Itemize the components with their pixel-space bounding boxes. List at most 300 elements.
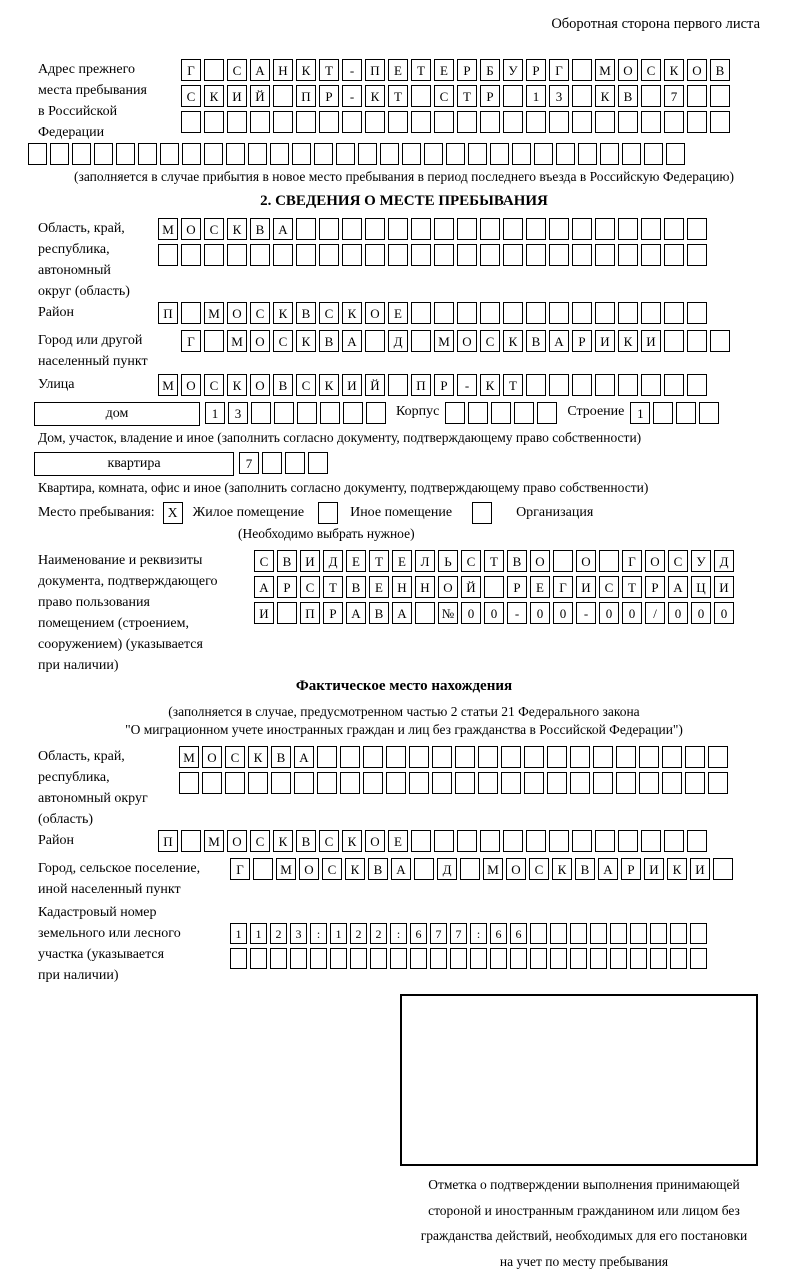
checkbox-organization[interactable] bbox=[472, 502, 492, 524]
char-cell: Н bbox=[273, 59, 293, 81]
char-cell: В bbox=[526, 330, 546, 352]
char-cell bbox=[710, 85, 730, 107]
char-cell bbox=[314, 143, 333, 165]
char-cell bbox=[641, 244, 661, 266]
char-cell: А bbox=[598, 858, 618, 880]
char-cell: С bbox=[434, 85, 454, 107]
char-cell: О bbox=[457, 330, 477, 352]
prev-address-label bbox=[38, 59, 181, 143]
char-cell bbox=[572, 374, 592, 396]
char-cell: И bbox=[714, 576, 734, 598]
char-cell: П bbox=[411, 374, 431, 396]
char-cell bbox=[296, 218, 316, 240]
text-line: республика, bbox=[38, 242, 110, 257]
house-caption: Дом, участок, владение и иное (заполнить согласно документу, подтверждающему право собственности) bbox=[38, 430, 642, 445]
char-cell bbox=[434, 244, 454, 266]
char-cell bbox=[595, 302, 615, 324]
text-line: республика, bbox=[38, 770, 110, 786]
char-cell bbox=[424, 143, 443, 165]
cadastral-row-2 bbox=[230, 948, 707, 969]
char-cell bbox=[342, 111, 362, 133]
char-cell: 7 bbox=[450, 923, 467, 944]
apartment-block bbox=[38, 452, 770, 478]
char-cell bbox=[590, 948, 607, 969]
char-cell bbox=[501, 772, 521, 794]
char-cell: В bbox=[575, 858, 595, 880]
char-cell bbox=[503, 111, 523, 133]
char-cell bbox=[434, 218, 454, 240]
char-cell: В bbox=[618, 85, 638, 107]
char-cell bbox=[600, 143, 619, 165]
text-line: (заполняется в случае, предусмотренном частью 2 статьи 21 Федерального закона bbox=[168, 704, 640, 719]
char-cell bbox=[503, 218, 523, 240]
char-cell bbox=[572, 85, 592, 107]
char-cell: А bbox=[549, 330, 569, 352]
char-cell: К bbox=[480, 374, 500, 396]
char-cell bbox=[618, 244, 638, 266]
char-cell: П bbox=[365, 59, 385, 81]
char-cell: 7 bbox=[430, 923, 447, 944]
text-line: Город или другой bbox=[38, 333, 143, 348]
char-cell bbox=[415, 602, 435, 624]
char-cell bbox=[616, 746, 636, 768]
char-cell: Н bbox=[392, 576, 412, 598]
char-cell: В bbox=[277, 550, 297, 572]
char-cell bbox=[550, 948, 567, 969]
text-line: "О миграционном учете иностранных граждан и лиц без гражданства в Российской Федерации") bbox=[125, 721, 683, 737]
char-cell bbox=[480, 111, 500, 133]
char-cell bbox=[430, 948, 447, 969]
char-cell bbox=[409, 772, 429, 794]
char-cell bbox=[204, 111, 224, 133]
char-cell bbox=[317, 772, 337, 794]
char-cell bbox=[411, 302, 431, 324]
char-cell bbox=[411, 330, 431, 352]
char-cell: О bbox=[438, 576, 458, 598]
char-cell: Е bbox=[346, 550, 366, 572]
char-cell: Т bbox=[484, 550, 504, 572]
char-cell bbox=[271, 772, 291, 794]
prev-address-row-4 bbox=[28, 143, 770, 165]
char-cell: О bbox=[506, 858, 526, 880]
char-cell: А bbox=[273, 218, 293, 240]
char-cell: 1 bbox=[630, 402, 650, 424]
char-cell: М bbox=[227, 330, 247, 352]
char-cell: У bbox=[503, 59, 523, 81]
char-cell bbox=[116, 143, 135, 165]
text-line: Кадастровый номер bbox=[38, 905, 157, 921]
char-cell bbox=[432, 772, 452, 794]
char-cell: И bbox=[227, 85, 247, 107]
text-line: при наличии) bbox=[38, 658, 119, 673]
char-cell: Г bbox=[549, 59, 569, 81]
text-line: округ (область) bbox=[38, 284, 130, 299]
char-cell: В bbox=[319, 330, 339, 352]
char-cell bbox=[330, 948, 347, 969]
char-cell bbox=[468, 143, 487, 165]
char-cell bbox=[526, 302, 546, 324]
char-cell: С bbox=[480, 330, 500, 352]
char-cell bbox=[446, 143, 465, 165]
checkbox-other-premises[interactable] bbox=[318, 502, 338, 524]
char-cell bbox=[664, 830, 684, 852]
char-cell bbox=[363, 772, 383, 794]
char-cell bbox=[434, 111, 454, 133]
char-cell: П bbox=[296, 85, 316, 107]
char-cell: Р bbox=[323, 602, 343, 624]
street-block bbox=[38, 374, 770, 400]
stay-type-row bbox=[38, 502, 770, 524]
char-cell bbox=[641, 111, 661, 133]
fact-city-block bbox=[38, 858, 770, 900]
char-cell bbox=[572, 302, 592, 324]
char-cell bbox=[414, 858, 434, 880]
char-cell: С bbox=[322, 858, 342, 880]
char-cell: О bbox=[365, 830, 385, 852]
document-row-3 bbox=[254, 602, 734, 624]
char-cell: В bbox=[273, 374, 293, 396]
char-cell: 0 bbox=[530, 602, 550, 624]
char-cell: О bbox=[576, 550, 596, 572]
char-cell bbox=[480, 302, 500, 324]
char-cell: Т bbox=[323, 576, 343, 598]
option-residential-label: Жилое помещение bbox=[192, 505, 305, 520]
stroenie-label: Строение bbox=[567, 404, 625, 419]
char-cell bbox=[572, 218, 592, 240]
char-cell: А bbox=[346, 602, 366, 624]
char-cell bbox=[595, 218, 615, 240]
char-cell: 0 bbox=[622, 602, 642, 624]
char-cell: С bbox=[204, 374, 224, 396]
char-cell: 3 bbox=[228, 402, 248, 424]
char-cell bbox=[363, 746, 383, 768]
char-cell: А bbox=[342, 330, 362, 352]
char-cell: В bbox=[296, 830, 316, 852]
char-cell bbox=[664, 111, 684, 133]
char-cell bbox=[670, 923, 687, 944]
char-cell: К bbox=[365, 85, 385, 107]
fact-region-block bbox=[38, 746, 770, 830]
char-cell: 1 bbox=[330, 923, 347, 944]
char-cell: В bbox=[296, 302, 316, 324]
char-cell: 0 bbox=[461, 602, 481, 624]
city-label bbox=[38, 330, 181, 372]
corner-note: Оборотная сторона первого листа bbox=[551, 16, 760, 32]
char-cell bbox=[622, 143, 641, 165]
cadastral-block bbox=[38, 902, 770, 986]
char-cell: У bbox=[691, 550, 711, 572]
char-cell: В bbox=[369, 602, 389, 624]
char-cell: № bbox=[438, 602, 458, 624]
char-cell bbox=[687, 85, 707, 107]
text-line: сооружением) (указывается bbox=[38, 637, 203, 652]
text-line: Федерации bbox=[38, 125, 105, 140]
char-cell: В bbox=[346, 576, 366, 598]
char-cell bbox=[526, 111, 546, 133]
char-cell bbox=[411, 244, 431, 266]
char-cell: И bbox=[254, 602, 274, 624]
char-cell bbox=[710, 330, 730, 352]
prev-address-row-3 bbox=[181, 111, 730, 133]
char-cell: В bbox=[507, 550, 527, 572]
fact-note bbox=[38, 703, 770, 738]
char-cell: 0 bbox=[714, 602, 734, 624]
district-label: Район bbox=[38, 305, 74, 320]
char-cell bbox=[296, 111, 316, 133]
char-cell bbox=[248, 143, 267, 165]
char-cell: К bbox=[296, 59, 316, 81]
char-cell bbox=[319, 244, 339, 266]
text-line: автономный округ bbox=[38, 791, 148, 807]
char-cell: 6 bbox=[510, 923, 527, 944]
document-label bbox=[38, 550, 254, 676]
district-row bbox=[158, 302, 707, 324]
fact-region-row-1 bbox=[179, 746, 728, 768]
char-cell: 0 bbox=[553, 602, 573, 624]
char-cell bbox=[618, 302, 638, 324]
char-cell bbox=[687, 374, 707, 396]
apartment-box-label: квартира bbox=[34, 452, 234, 476]
char-cell bbox=[457, 218, 477, 240]
char-cell bbox=[411, 830, 431, 852]
document-row-2 bbox=[254, 576, 734, 598]
char-cell bbox=[666, 143, 685, 165]
char-cell: В bbox=[368, 858, 388, 880]
char-cell bbox=[411, 85, 431, 107]
char-cell: К bbox=[273, 302, 293, 324]
char-cell: : bbox=[390, 923, 407, 944]
char-cell: Д bbox=[388, 330, 408, 352]
char-cell bbox=[320, 402, 340, 424]
char-cell bbox=[710, 111, 730, 133]
char-cell: Е bbox=[388, 59, 408, 81]
char-cell bbox=[343, 402, 363, 424]
char-cell: Д bbox=[437, 858, 457, 880]
char-cell bbox=[599, 550, 619, 572]
char-cell: С bbox=[273, 330, 293, 352]
char-cell: М bbox=[158, 374, 178, 396]
char-cell: С bbox=[319, 830, 339, 852]
city-block bbox=[38, 330, 770, 372]
char-cell bbox=[547, 772, 567, 794]
char-cell bbox=[570, 948, 587, 969]
char-cell bbox=[490, 948, 507, 969]
char-cell bbox=[687, 111, 707, 133]
section2-title: 2. СВЕДЕНИЯ О МЕСТЕ ПРЕБЫВАНИЯ bbox=[260, 193, 548, 209]
char-cell: К bbox=[248, 746, 268, 768]
char-cell bbox=[549, 302, 569, 324]
char-cell bbox=[650, 923, 667, 944]
char-cell bbox=[277, 602, 297, 624]
char-cell: : bbox=[310, 923, 327, 944]
house-box-label: дом bbox=[34, 402, 200, 426]
char-cell bbox=[402, 143, 421, 165]
prev-address-block bbox=[38, 59, 770, 143]
char-cell: Й bbox=[250, 85, 270, 107]
char-cell bbox=[618, 111, 638, 133]
char-cell bbox=[595, 374, 615, 396]
fact-city-label bbox=[38, 858, 230, 900]
char-cell: А bbox=[391, 858, 411, 880]
char-cell bbox=[534, 143, 553, 165]
char-cell bbox=[549, 830, 569, 852]
text-line: в Российской bbox=[38, 104, 118, 119]
char-cell: Р bbox=[572, 330, 592, 352]
char-cell: Й bbox=[365, 374, 385, 396]
char-cell: О bbox=[227, 302, 247, 324]
char-cell bbox=[182, 143, 201, 165]
char-cell: Т bbox=[369, 550, 389, 572]
char-cell: 0 bbox=[691, 602, 711, 624]
char-cell bbox=[503, 302, 523, 324]
char-cell: 3 bbox=[290, 923, 307, 944]
char-cell bbox=[664, 330, 684, 352]
char-cell bbox=[670, 948, 687, 969]
char-cell: С bbox=[227, 59, 247, 81]
char-cell: М bbox=[179, 746, 199, 768]
char-cell bbox=[510, 948, 527, 969]
char-cell bbox=[549, 374, 569, 396]
char-cell bbox=[490, 143, 509, 165]
char-cell: В bbox=[250, 218, 270, 240]
char-cell bbox=[572, 244, 592, 266]
char-cell bbox=[556, 143, 575, 165]
char-cell bbox=[204, 143, 223, 165]
region-label bbox=[38, 218, 158, 302]
char-cell bbox=[388, 244, 408, 266]
char-cell: 0 bbox=[484, 602, 504, 624]
char-cell bbox=[308, 452, 328, 474]
char-cell: Н bbox=[415, 576, 435, 598]
checkbox-residential-mark: X bbox=[167, 505, 178, 520]
char-cell: А bbox=[392, 602, 412, 624]
char-cell bbox=[553, 550, 573, 572]
char-cell: К bbox=[273, 830, 293, 852]
char-cell: К bbox=[667, 858, 687, 880]
char-cell bbox=[230, 948, 247, 969]
char-cell bbox=[181, 111, 201, 133]
char-cell bbox=[512, 143, 531, 165]
char-cell: 6 bbox=[490, 923, 507, 944]
char-cell bbox=[292, 143, 311, 165]
char-cell bbox=[690, 923, 707, 944]
char-cell bbox=[549, 218, 569, 240]
char-cell bbox=[94, 143, 113, 165]
char-cell: Т bbox=[503, 374, 523, 396]
char-cell bbox=[570, 772, 590, 794]
house-block bbox=[38, 402, 770, 428]
char-cell bbox=[478, 746, 498, 768]
char-cell bbox=[290, 948, 307, 969]
char-cell bbox=[524, 746, 544, 768]
char-cell: С bbox=[204, 218, 224, 240]
char-cell: Р bbox=[645, 576, 665, 598]
stamp-caption bbox=[386, 1172, 782, 1275]
char-cell bbox=[664, 218, 684, 240]
char-cell: К bbox=[664, 59, 684, 81]
char-cell bbox=[530, 923, 547, 944]
char-cell bbox=[28, 143, 47, 165]
char-cell bbox=[618, 830, 638, 852]
char-cell bbox=[570, 923, 587, 944]
char-cell: К bbox=[342, 830, 362, 852]
char-cell: : bbox=[470, 923, 487, 944]
char-cell bbox=[160, 143, 179, 165]
char-cell bbox=[409, 746, 429, 768]
char-cell bbox=[478, 772, 498, 794]
char-cell bbox=[411, 111, 431, 133]
korpus-cells bbox=[445, 402, 557, 424]
fact-city-row bbox=[230, 858, 733, 880]
char-cell: Т bbox=[411, 59, 431, 81]
char-cell bbox=[526, 218, 546, 240]
char-cell bbox=[713, 858, 733, 880]
char-cell bbox=[380, 143, 399, 165]
char-cell: Е bbox=[388, 302, 408, 324]
char-cell bbox=[411, 218, 431, 240]
char-cell: С bbox=[641, 59, 661, 81]
char-cell bbox=[501, 746, 521, 768]
char-cell bbox=[593, 746, 613, 768]
char-cell bbox=[340, 772, 360, 794]
option-other-premises-label: Иное помещение bbox=[350, 505, 453, 520]
char-cell bbox=[388, 374, 408, 396]
char-cell bbox=[388, 218, 408, 240]
char-cell bbox=[570, 746, 590, 768]
char-cell bbox=[685, 746, 705, 768]
char-cell: Е bbox=[392, 550, 412, 572]
char-cell: О bbox=[365, 302, 385, 324]
char-cell: 1 bbox=[230, 923, 247, 944]
char-cell: Д bbox=[714, 550, 734, 572]
stay-type-label: Место пребывания: bbox=[38, 505, 155, 520]
char-cell bbox=[204, 330, 224, 352]
char-cell bbox=[524, 772, 544, 794]
char-cell bbox=[630, 923, 647, 944]
fact-title: Фактическое место нахождения bbox=[295, 678, 513, 694]
char-cell: В bbox=[710, 59, 730, 81]
char-cell bbox=[455, 772, 475, 794]
char-cell bbox=[296, 244, 316, 266]
char-cell bbox=[662, 772, 682, 794]
char-cell bbox=[390, 948, 407, 969]
char-cell bbox=[641, 374, 661, 396]
fact-district-block bbox=[38, 830, 770, 856]
text-line: гражданства действий, необходимых для его постановки bbox=[420, 1228, 748, 1244]
char-cell: К bbox=[227, 218, 247, 240]
char-cell: Р bbox=[621, 858, 641, 880]
district-block bbox=[38, 302, 770, 328]
checkbox-residential[interactable] bbox=[163, 502, 183, 524]
char-cell bbox=[526, 374, 546, 396]
char-cell: Р bbox=[526, 59, 546, 81]
char-cell bbox=[204, 244, 224, 266]
char-cell bbox=[572, 830, 592, 852]
char-cell: М bbox=[595, 59, 615, 81]
char-cell bbox=[491, 402, 511, 424]
char-cell: 1 bbox=[250, 923, 267, 944]
char-cell: И bbox=[690, 858, 710, 880]
char-cell bbox=[250, 244, 270, 266]
char-cell bbox=[202, 772, 222, 794]
char-cell: 1 bbox=[205, 402, 225, 424]
text-line: Город, сельское поселение, bbox=[38, 861, 201, 877]
char-cell: А bbox=[668, 576, 688, 598]
char-cell: 7 bbox=[664, 85, 684, 107]
char-cell bbox=[270, 948, 287, 969]
char-cell: 2 bbox=[350, 923, 367, 944]
house-number-cells bbox=[205, 402, 386, 424]
